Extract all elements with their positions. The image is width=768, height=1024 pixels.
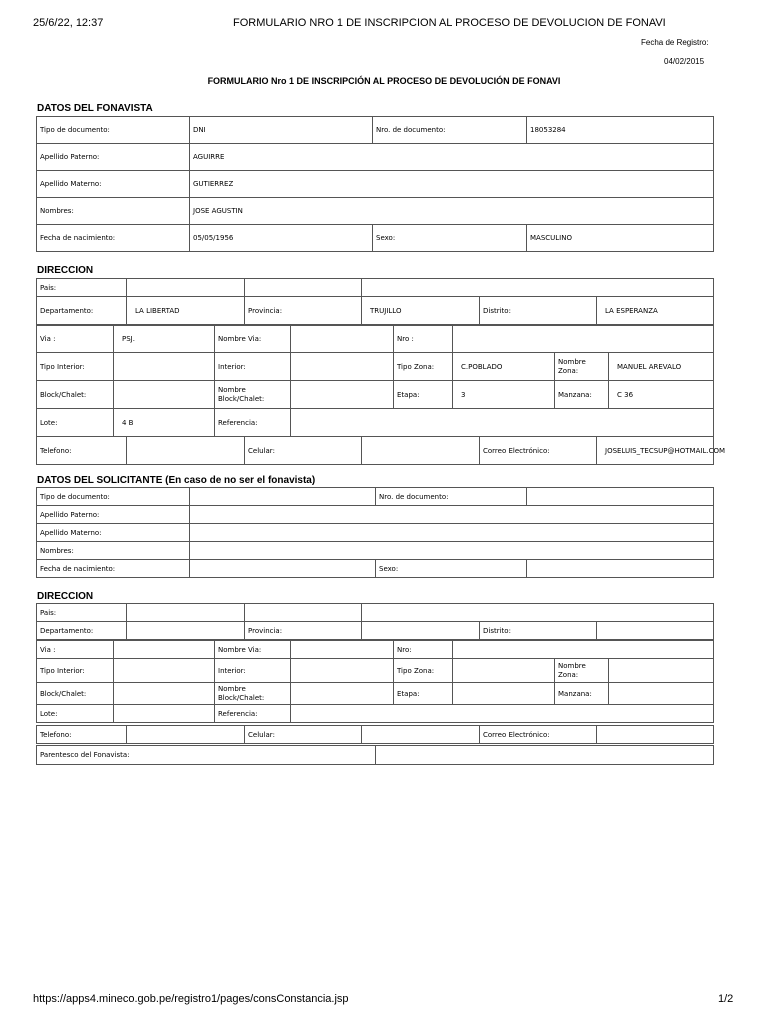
fonavista-table	[36, 116, 714, 252]
value	[114, 641, 215, 659]
table-row	[37, 326, 714, 353]
label: Nombres:	[37, 542, 190, 560]
label: Departamento:	[37, 622, 127, 640]
value	[453, 683, 555, 705]
label: Apellido Materno:	[37, 171, 190, 198]
table-row	[37, 225, 714, 252]
label: Correo Electrónico:	[480, 437, 597, 465]
value: C.POBLADO	[453, 353, 555, 381]
table-row	[37, 381, 714, 409]
section-direccion-1: DIRECCION	[37, 265, 94, 276]
table-row	[37, 353, 714, 381]
label: Interior:	[215, 353, 291, 381]
label: Nombre Via:	[215, 641, 291, 659]
value: PSJ.	[114, 326, 215, 353]
value	[245, 604, 362, 622]
direccion2-geo-table	[36, 603, 714, 640]
table-row	[37, 171, 714, 198]
label: Nro :	[394, 326, 453, 353]
value	[609, 683, 714, 705]
label: Block/Chalet:	[37, 381, 114, 409]
label: Interior:	[215, 659, 291, 683]
value	[114, 705, 215, 723]
table-row	[37, 726, 714, 744]
value	[362, 622, 480, 640]
value: C 36	[609, 381, 714, 409]
label: Referencia:	[215, 409, 291, 437]
table-row	[37, 746, 714, 765]
label: Tipo Interior:	[37, 659, 114, 683]
direccion2-contact-table	[36, 725, 714, 744]
value: 18053284	[527, 117, 714, 144]
table-row	[37, 409, 714, 437]
label: Nombre Zona:	[555, 353, 609, 381]
label: Provincia:	[245, 297, 362, 325]
table-row	[37, 560, 714, 578]
value	[291, 641, 394, 659]
value	[291, 659, 394, 683]
direccion1-geo-table	[36, 278, 714, 325]
label: Sexo:	[376, 560, 527, 578]
label: Tipo Zona:	[394, 659, 453, 683]
value	[127, 604, 245, 622]
label: Via :	[37, 326, 114, 353]
registro-date: 04/02/2015	[664, 57, 705, 66]
print-url: https://apps4.mineco.gob.pe/registro1/pages/consConstancia.jsp	[33, 993, 349, 1005]
value	[114, 683, 215, 705]
value	[127, 726, 245, 744]
value	[527, 560, 714, 578]
value: GUTIERREZ	[190, 171, 714, 198]
table-row	[37, 279, 714, 297]
label: Tipo Interior:	[37, 353, 114, 381]
value	[127, 279, 245, 297]
label: Departamento:	[37, 297, 127, 325]
print-datetime: 25/6/22, 12:37	[33, 17, 104, 29]
value: AGUIRRE	[190, 144, 714, 171]
value	[376, 746, 714, 765]
value	[453, 659, 555, 683]
label: Nro. de documento:	[373, 117, 527, 144]
value	[291, 683, 394, 705]
label: Etapa:	[394, 683, 453, 705]
value	[127, 622, 245, 640]
registro-label: Fecha de Registro:	[641, 38, 709, 47]
label: Telefono:	[37, 437, 127, 465]
solicitante-table	[36, 487, 714, 578]
value	[291, 353, 394, 381]
value: JOSE AGUSTIN	[190, 198, 714, 225]
value	[190, 488, 376, 506]
section-direccion-2: DIRECCION	[37, 591, 94, 602]
label: Nombre Block/Chalet:	[215, 381, 291, 409]
value: JOSELUIS_TECSUP@HOTMAIL.COM	[597, 437, 714, 465]
table-row	[37, 622, 714, 640]
label: Manzana:	[555, 381, 609, 409]
label: Sexo:	[373, 225, 527, 252]
table-row	[37, 198, 714, 225]
print-title: FORMULARIO NRO 1 DE INSCRIPCION AL PROCESO DE DEVOLUCION DE FONAVI	[233, 17, 666, 29]
value	[245, 279, 362, 297]
form-title: FORMULARIO Nro 1 DE INSCRIPCIÓN AL PROCESO DE DEVOLUCIÓN DE FONAVI	[207, 76, 561, 86]
label: Distrito:	[480, 297, 597, 325]
table-row	[37, 117, 714, 144]
label: Apellido Paterno:	[37, 506, 190, 524]
table-row	[37, 604, 714, 622]
value	[362, 279, 714, 297]
table-row	[37, 705, 714, 723]
label: Manzana:	[555, 683, 609, 705]
label: Parentesco del Fonavista:	[37, 746, 376, 765]
parentesco-table	[36, 745, 714, 765]
value: LA LIBERTAD	[127, 297, 245, 325]
label: Lote:	[37, 409, 114, 437]
label: Apellido Materno:	[37, 524, 190, 542]
value	[190, 542, 714, 560]
table-row	[37, 683, 714, 705]
table-row	[37, 524, 714, 542]
value	[597, 622, 714, 640]
value	[362, 604, 714, 622]
value: TRUJILLO	[362, 297, 480, 325]
table-row	[37, 488, 714, 506]
value	[127, 437, 245, 465]
table-row	[37, 659, 714, 683]
table-row	[37, 542, 714, 560]
label: Tipo Zona:	[394, 353, 453, 381]
value	[291, 705, 714, 723]
label: Nombre Zona:	[555, 659, 609, 683]
value	[597, 726, 714, 744]
section-solicitante: DATOS DEL SOLICITANTE (En caso de no ser el fonavista)	[37, 475, 316, 486]
value	[114, 353, 215, 381]
value	[362, 726, 480, 744]
label: Block/Chalet:	[37, 683, 114, 705]
value	[190, 506, 714, 524]
value	[291, 381, 394, 409]
label: Apellido Paterno:	[37, 144, 190, 171]
label: Correo Electrónico:	[480, 726, 597, 744]
label: Nombres:	[37, 198, 190, 225]
label: Etapa:	[394, 381, 453, 409]
page-number: 1/2	[718, 993, 734, 1005]
value: 05/05/1956	[190, 225, 373, 252]
label: Tipo de documento:	[37, 117, 190, 144]
value	[362, 437, 480, 465]
table-row	[37, 506, 714, 524]
value: 3	[453, 381, 555, 409]
direccion1-via-table	[36, 325, 714, 437]
label: Provincia:	[245, 622, 362, 640]
label: Nro:	[394, 641, 453, 659]
label: Nro. de documento:	[376, 488, 527, 506]
table-row	[37, 641, 714, 659]
label: Referencia:	[215, 705, 291, 723]
value	[453, 641, 714, 659]
value: 4 B	[114, 409, 215, 437]
section-fonavista: DATOS DEL FONAVISTA	[37, 103, 153, 114]
label: Celular:	[245, 726, 362, 744]
label: Nombre Via:	[215, 326, 291, 353]
label: Nombre Block/Chalet:	[215, 683, 291, 705]
value: MANUEL AREVALO	[609, 353, 714, 381]
direccion2-via-table	[36, 640, 714, 723]
table-row	[37, 437, 714, 465]
value: DNI	[190, 117, 373, 144]
table-row	[37, 297, 714, 325]
value	[453, 326, 714, 353]
value	[114, 381, 215, 409]
value	[609, 659, 714, 683]
value	[114, 659, 215, 683]
value: MASCULINO	[527, 225, 714, 252]
value	[291, 326, 394, 353]
label: Celular:	[245, 437, 362, 465]
label: Fecha de nacimiento:	[37, 560, 190, 578]
value	[190, 560, 376, 578]
table-row	[37, 144, 714, 171]
label: Fecha de nacimiento:	[37, 225, 190, 252]
value	[190, 524, 714, 542]
value	[291, 409, 714, 437]
label: Telefono:	[37, 726, 127, 744]
label: Lote:	[37, 705, 114, 723]
label: Via :	[37, 641, 114, 659]
direccion1-contact-table	[36, 436, 726, 465]
label: Pais:	[37, 604, 127, 622]
label: Tipo de documento:	[37, 488, 190, 506]
label: Pais:	[37, 279, 127, 297]
value: LA ESPERANZA	[597, 297, 714, 325]
label: Distrito:	[480, 622, 597, 640]
value	[527, 488, 714, 506]
